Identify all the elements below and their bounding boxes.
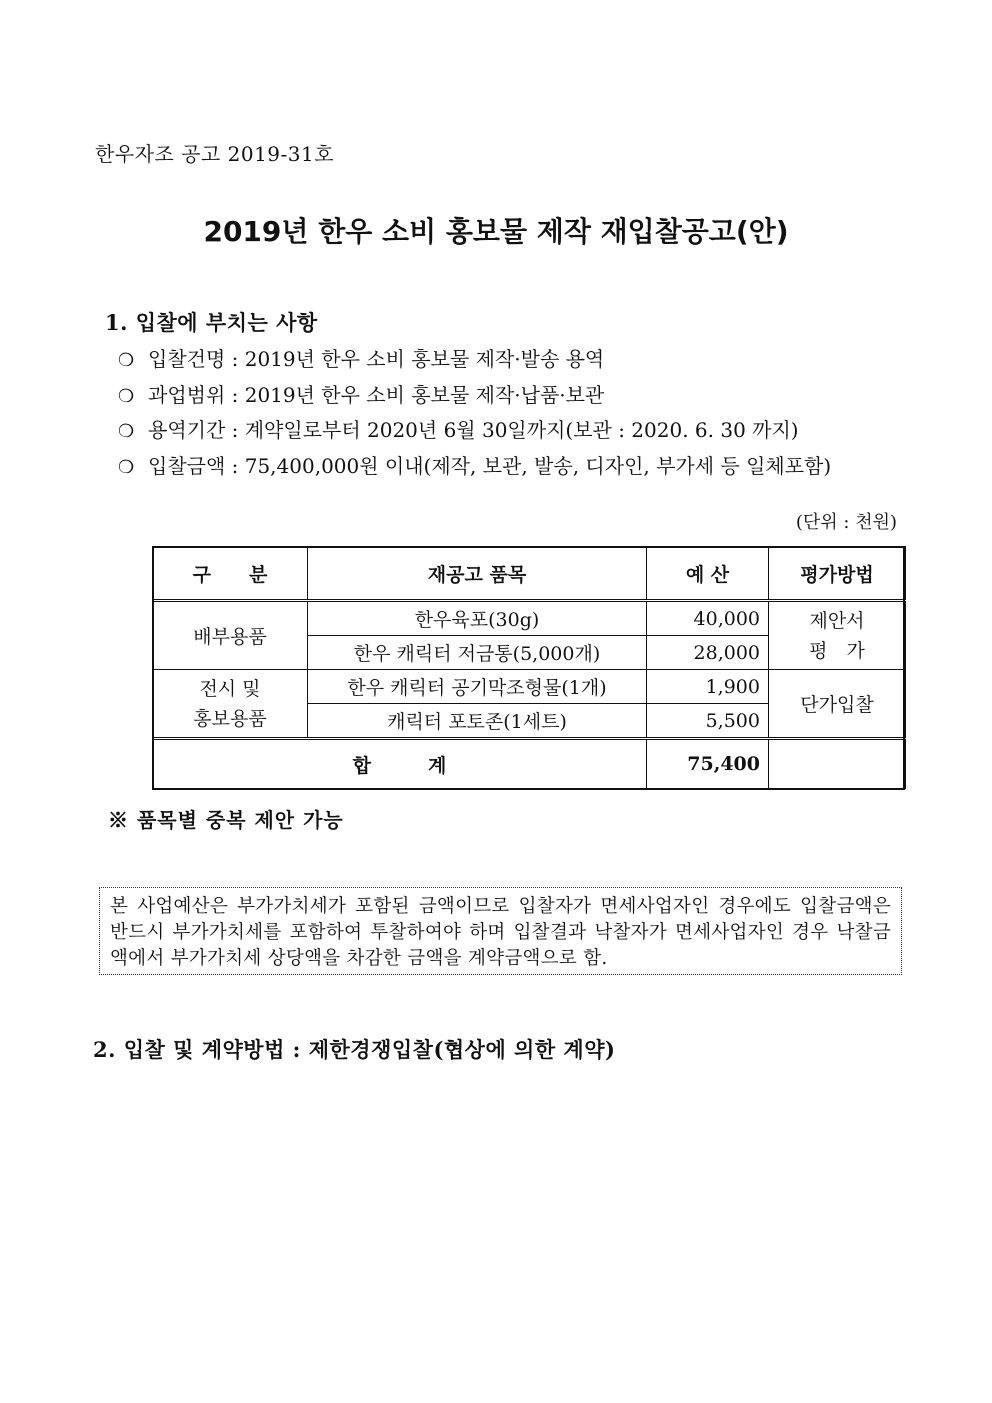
category-cell: 전시 및 홍보용품 [153,670,308,739]
budget-table [152,546,906,789]
bullet-item [118,449,831,485]
total-method-cell [769,739,906,789]
header-method: 평가방법 [769,547,906,601]
budget-cell: 1,900 [647,670,769,704]
bullet-text: 입찰건명 : 2019년 한우 소비 홍보물 제작·발송 용역 [148,347,605,371]
item-cell: 한우 캐릭터 공기막조형물(1개) [308,670,647,704]
bullet-circle-icon: ❍ [118,385,135,407]
header-budget: 예 산 [647,547,769,601]
bullet-text: 과업범위 : 2019년 한우 소비 홍보물 제작·납품·보관 [148,382,605,407]
section1-heading: 1. 입찰에 부치는 사항 [105,310,318,335]
method-cell: 제안서 평 가 [769,601,906,670]
item-cell: 한우육포(30g) [308,601,647,636]
header-category: 구 분 [153,547,308,601]
page-title: 2019년 한우 소비 홍보물 제작 재입찰공고(안) [203,215,789,248]
header-item: 재공고 품목 [308,547,647,601]
notice-number: 한우자조 공고 2019-31호 [95,142,335,166]
item-cell: 한우 캐릭터 저금통(5,000개) [308,636,647,670]
bullet-item [118,342,831,378]
bullet-text: 입찰금액 : 75,400,000원 이내(제작, 보관, 발송, 디자인, 부가세 등 일체포함) [148,453,832,478]
bullet-circle-icon: ❍ [118,421,135,442]
bullet-circle-icon: ❍ [118,350,135,371]
category-cell: 배부용품 [153,601,308,670]
duplicate-proposal-note: ※ 품목별 중복 제안 가능 [108,808,344,832]
bullet-item [118,413,831,449]
item-cell: 캐릭터 포토존(1세트) [308,704,647,739]
budget-cell: 40,000 [647,601,769,636]
total-budget-cell: 75,400 [647,739,769,789]
section1-bullet-list [118,342,831,484]
bullet-item [118,378,831,414]
bullet-circle-icon: ❍ [118,456,135,478]
budget-cell: 5,500 [647,704,769,739]
bullet-text: 용역기간 : 계약일로부터 2020년 6월 30일까지(보관 : 2020. 6. 30 까지) [148,418,799,442]
table-row [153,601,906,636]
section2-heading: 2. 입찰 및 계약방법 : 제한경쟁입찰(협상에 의한 계약) [93,1037,616,1062]
table-total-row [153,739,906,789]
vat-notice-box: 본 사업예산은 부가가치세가 포함된 금액이므로 입찰자가 면세사업자인 경우에도 입찰금액은 반드시 부가가치세를 포함하여 투찰하여야 하며 입찰결과 낙찰자가 면세사업자인 경우 낙찰금액에서 부가가치세 상당액을 차감한 금액을 계약금액으로 함. [99,887,902,975]
total-label-cell: 합 계 [153,739,647,789]
table-row [153,670,906,704]
unit-label: (단위 : 천원) [795,512,897,533]
table-header-row [153,547,906,601]
method-cell: 단가입찰 [769,670,906,739]
budget-cell: 28,000 [647,636,769,670]
